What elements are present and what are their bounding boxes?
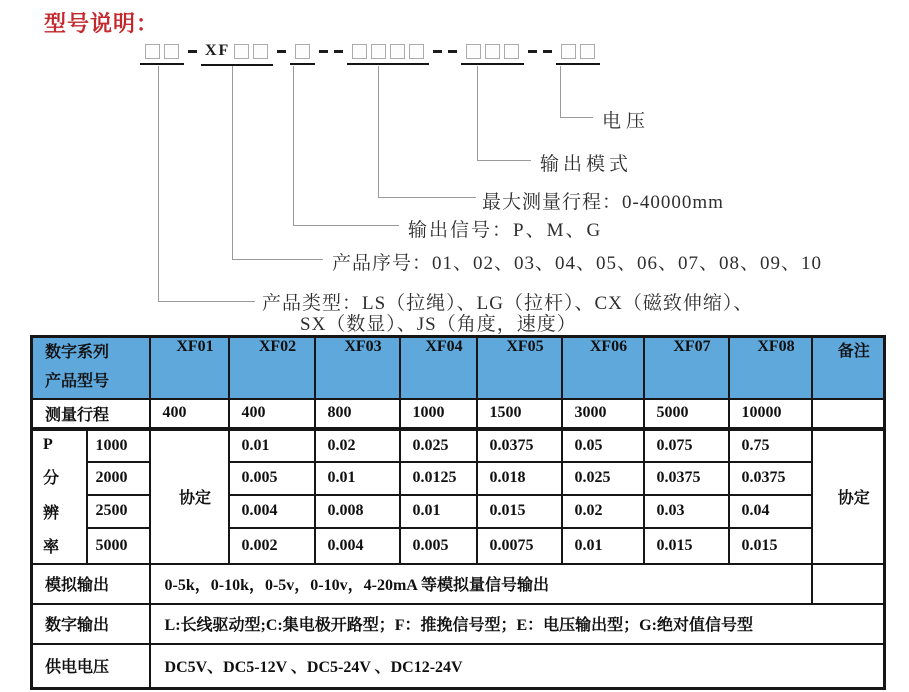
spec-table xyxy=(30,335,886,690)
table-cell: 0.015 xyxy=(644,528,729,564)
table-cell: 0.0375 xyxy=(729,462,812,495)
table-cell: 1000 xyxy=(400,399,477,429)
code-digit-box xyxy=(485,44,500,59)
label-product-type: 产品类型：LS（拉绳）、LG（拉杆）、CX（磁致伸缩）、 xyxy=(262,293,754,314)
code-digit-box xyxy=(371,44,386,59)
table-cell: 400 xyxy=(150,399,229,429)
code-digit-box xyxy=(390,44,405,59)
series-label-line1: 数字系列 xyxy=(45,344,110,361)
power-value: DC5V、DC5-12V 、DC5-24V 、DC12-24V xyxy=(150,644,885,689)
label-product-type-2: SX（数显）、JS（角度，速度） xyxy=(300,314,577,335)
col-header-xf03: XF03 xyxy=(315,337,400,399)
table-cell: 0.02 xyxy=(315,429,400,462)
xf01-agreement-cell: 协定 xyxy=(150,429,229,564)
table-cell: 0.0125 xyxy=(400,462,477,495)
travel-row xyxy=(32,399,885,429)
col-header-xf08: XF08 xyxy=(729,337,812,399)
table-cell: 400 xyxy=(229,399,315,429)
connector-voltage xyxy=(560,66,593,118)
col-header-xf04: XF04 xyxy=(400,337,477,399)
col-header-remark: 备注 xyxy=(812,337,885,399)
col-header-xf06: XF06 xyxy=(562,337,644,399)
dash-separator xyxy=(543,50,552,53)
label-output-signal: 输出信号：P、M、G xyxy=(408,220,603,241)
table-cell: 0.005 xyxy=(400,528,477,564)
table-cell: 0.025 xyxy=(562,462,644,495)
table-cell: 0.01 xyxy=(562,528,644,564)
table-cell: 10000 xyxy=(729,399,812,429)
remark-agreement-cell: 协定 xyxy=(812,429,885,564)
table-cell: 2000 xyxy=(87,462,150,495)
digital-label: 数字输出 xyxy=(32,604,150,644)
model-code-group xyxy=(556,44,600,65)
label-product-serial: 产品序号：01、02、03、04、05、06、07、08、09、10 xyxy=(332,253,823,274)
table-cell: 0.0375 xyxy=(477,429,562,462)
table-cell: 0.004 xyxy=(315,528,400,564)
connector-output-mode xyxy=(477,66,531,161)
code-digit-box xyxy=(145,44,160,59)
col-header-xf02: XF02 xyxy=(229,337,315,399)
digital-value: L:长线驱动型;C:集电极开路型；F：推挽信号型；E：电压输出型；G:绝对值信号型 xyxy=(150,604,885,644)
table-cell: 0.005 xyxy=(229,462,315,495)
table-cell: 0.02 xyxy=(562,495,644,528)
model-code-prefix: XF xyxy=(205,42,231,59)
resolution-row-1000 xyxy=(32,429,885,462)
col-header-xf01: XF01 xyxy=(150,337,229,399)
table-cell: 0.0375 xyxy=(644,462,729,495)
table-cell: 0.018 xyxy=(477,462,562,495)
code-digit-box xyxy=(164,44,179,59)
dash-separator xyxy=(188,50,197,53)
connector-max-travel xyxy=(378,66,476,198)
table-cell: 2500 xyxy=(87,495,150,528)
table-cell: 0.04 xyxy=(729,495,812,528)
dash-separator xyxy=(528,50,537,53)
dash-separator xyxy=(334,50,343,53)
table-cell: 800 xyxy=(315,399,400,429)
col-header-series xyxy=(32,337,150,399)
table-cell: 5000 xyxy=(644,399,729,429)
table-cell: 5000 xyxy=(87,528,150,564)
code-digit-box xyxy=(409,44,424,59)
page-title: 型号说明： xyxy=(44,11,160,36)
table-header-row xyxy=(32,337,885,399)
travel-label: 测量行程 xyxy=(32,399,150,429)
resolution-label: P 分 辨 率 xyxy=(32,429,87,564)
table-cell: 3000 xyxy=(562,399,644,429)
col-header-xf05: XF05 xyxy=(477,337,562,399)
model-code-group xyxy=(290,44,315,65)
code-digit-box xyxy=(352,44,367,59)
table-cell: 0.01 xyxy=(315,462,400,495)
table-cell: 1500 xyxy=(477,399,562,429)
table-cell: 0.004 xyxy=(229,495,315,528)
model-code xyxy=(139,42,601,66)
table-cell: 0.008 xyxy=(315,495,400,528)
code-digit-box xyxy=(253,44,268,59)
label-output-mode: 输出模式 xyxy=(540,154,633,175)
col-header-xf07: XF07 xyxy=(644,337,729,399)
model-code-group xyxy=(201,42,273,66)
series-label-line2: 产品型号 xyxy=(45,373,110,390)
code-digit-box xyxy=(234,44,249,59)
analog-label: 模拟输出 xyxy=(32,564,150,604)
dash-separator xyxy=(319,50,328,53)
table-cell: 0.0075 xyxy=(477,528,562,564)
dash-separator xyxy=(448,50,457,53)
label-voltage: 电压 xyxy=(602,111,651,132)
code-digit-box xyxy=(295,44,310,59)
travel-remark-cell xyxy=(812,399,885,429)
table-cell: 0.015 xyxy=(477,495,562,528)
dash-separator xyxy=(277,50,286,53)
code-digit-box xyxy=(580,44,595,59)
table-cell: 0.01 xyxy=(229,429,315,462)
table-cell: 0.015 xyxy=(729,528,812,564)
table-cell: 0.75 xyxy=(729,429,812,462)
model-code-group xyxy=(347,44,429,65)
code-digit-box xyxy=(504,44,519,59)
code-digit-box xyxy=(561,44,576,59)
analog-output-row xyxy=(32,564,885,604)
model-code-group xyxy=(461,44,524,65)
table-cell: 0.002 xyxy=(229,528,315,564)
table-cell: 1000 xyxy=(87,429,150,462)
power-supply-row xyxy=(32,644,885,689)
power-label: 供电电压 xyxy=(32,644,150,689)
code-digit-box xyxy=(466,44,481,59)
model-code-group xyxy=(140,44,184,65)
table-cell: 0.075 xyxy=(644,429,729,462)
label-max-travel: 最大测量行程：0-40000mm xyxy=(482,192,724,213)
analog-value: 0-5k，0-10k，0-5v，0-10v，4-20mA 等模拟量信号输出 xyxy=(150,564,812,604)
dash-separator xyxy=(433,50,442,53)
analog-remark-cell xyxy=(812,564,885,604)
table-cell: 0.025 xyxy=(400,429,477,462)
table-cell: 0.01 xyxy=(400,495,477,528)
table-cell: 0.05 xyxy=(562,429,644,462)
digital-output-row xyxy=(32,604,885,644)
table-cell: 0.03 xyxy=(644,495,729,528)
